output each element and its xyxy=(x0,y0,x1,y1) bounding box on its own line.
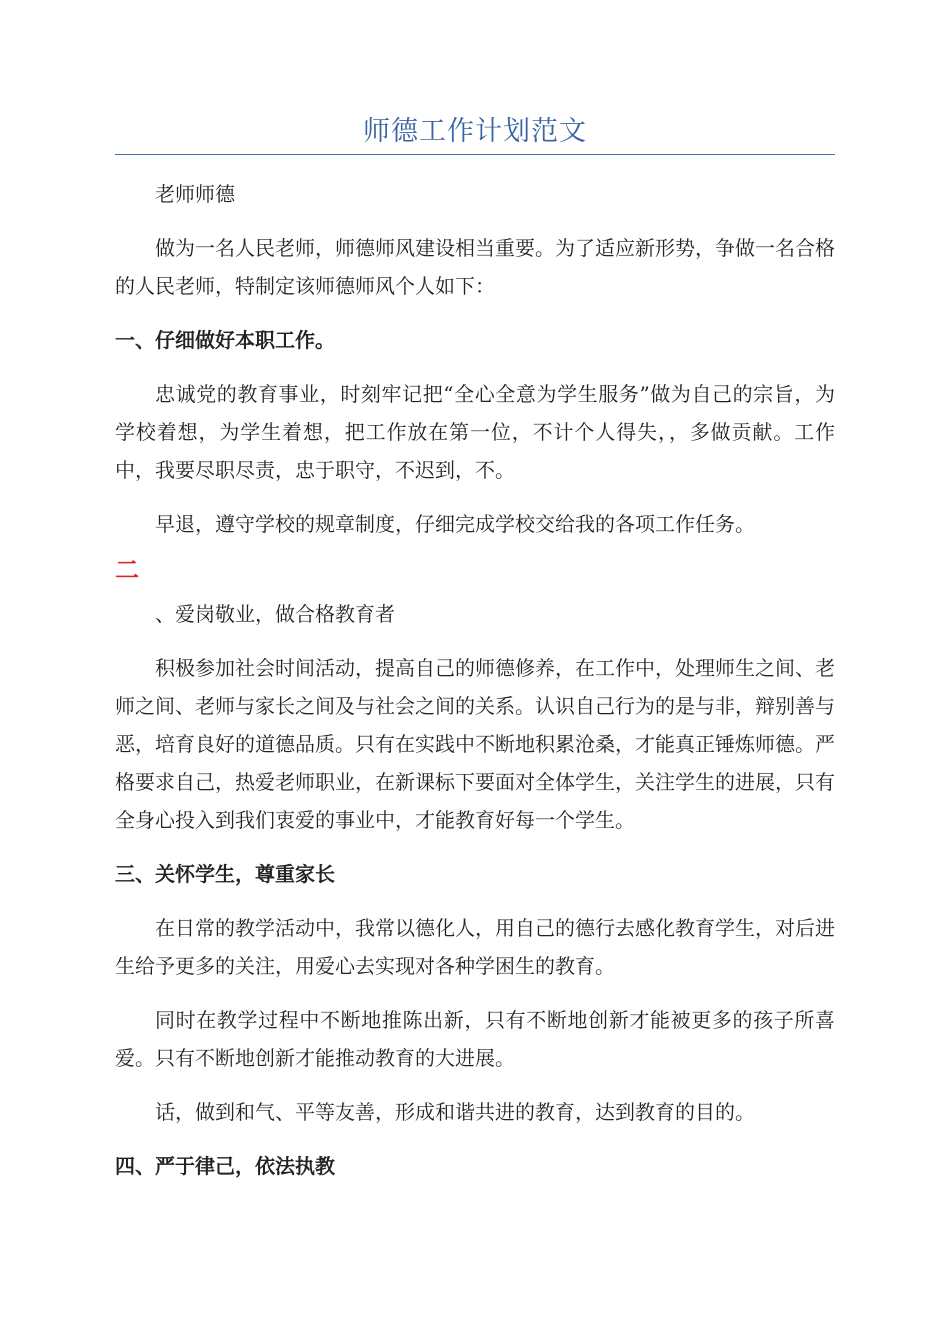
section-1-paragraph-1: 忠诚党的教育事业，时刻牢记把“全心全意为学生服务”做为自己的宗旨，为学校着想，为学生着想，把工作放在第一位，不计个人得失，，多做贡献。工作中，我要尽职尽责，忠于职守，不迟到，不。 xyxy=(115,382,835,482)
section-1-heading: 一、仔细做好本职工作。 xyxy=(115,328,335,352)
section-4-heading: 四、严于律己，依法执教 xyxy=(115,1154,335,1178)
section-2-red-mark: 二 xyxy=(115,556,139,584)
section-2-heading: 、爱岗敬业，做合格教育者 xyxy=(155,602,395,626)
section-3-paragraph-2: 同时在教学过程中不断地推陈出新，只有不断地创新才能被更多的孩子所喜爱。只有不断地创新才能推动教育的大进展。 xyxy=(115,1008,835,1070)
section-3-heading: 三、关怀学生，尊重家长 xyxy=(115,862,335,886)
subtitle-paragraph: 老师师德 xyxy=(155,182,235,206)
section-3-paragraph-3: 话，做到和气、平等友善，形成和谐共进的教育，达到教育的目的。 xyxy=(155,1100,755,1124)
intro-paragraph: 做为一名人民老师，师德师风建设相当重要。为了适应新形势，争做一名合格的人民老师，特制定该师德师风个人如下： xyxy=(115,236,835,298)
section-3-paragraph-1: 在日常的教学活动中，我常以德化人，用自己的德行去感化教育学生，对后进生给予更多的关注，用爱心去实现对各种学困生的教育。 xyxy=(115,916,835,978)
section-1-paragraph-2: 早退，遵守学校的规章制度，仔细完成学校交给我的各项工作任务。 xyxy=(155,512,755,536)
section-2-paragraph-1: 积极参加社会时间活动，提高自己的师德修养，在工作中，处理师生之间、老师之间、老师与家长之间及与社会之间的关系。认识自己行为的是与非，辩别善与恶，培育良好的道德品质。只有在实践中不断地积累沧桑，才能真正锤炼师德。严格要求自己，热爱老师职业，在新课标下要面对全体学生，关注学生的进展，只有全身心投入到我们衷爱的事业中，才能教育好每一个学生。 xyxy=(115,656,835,832)
document-title: 师德工作计划范文 xyxy=(363,116,587,147)
document-body xyxy=(115,175,835,1201)
title-underline xyxy=(115,154,835,155)
